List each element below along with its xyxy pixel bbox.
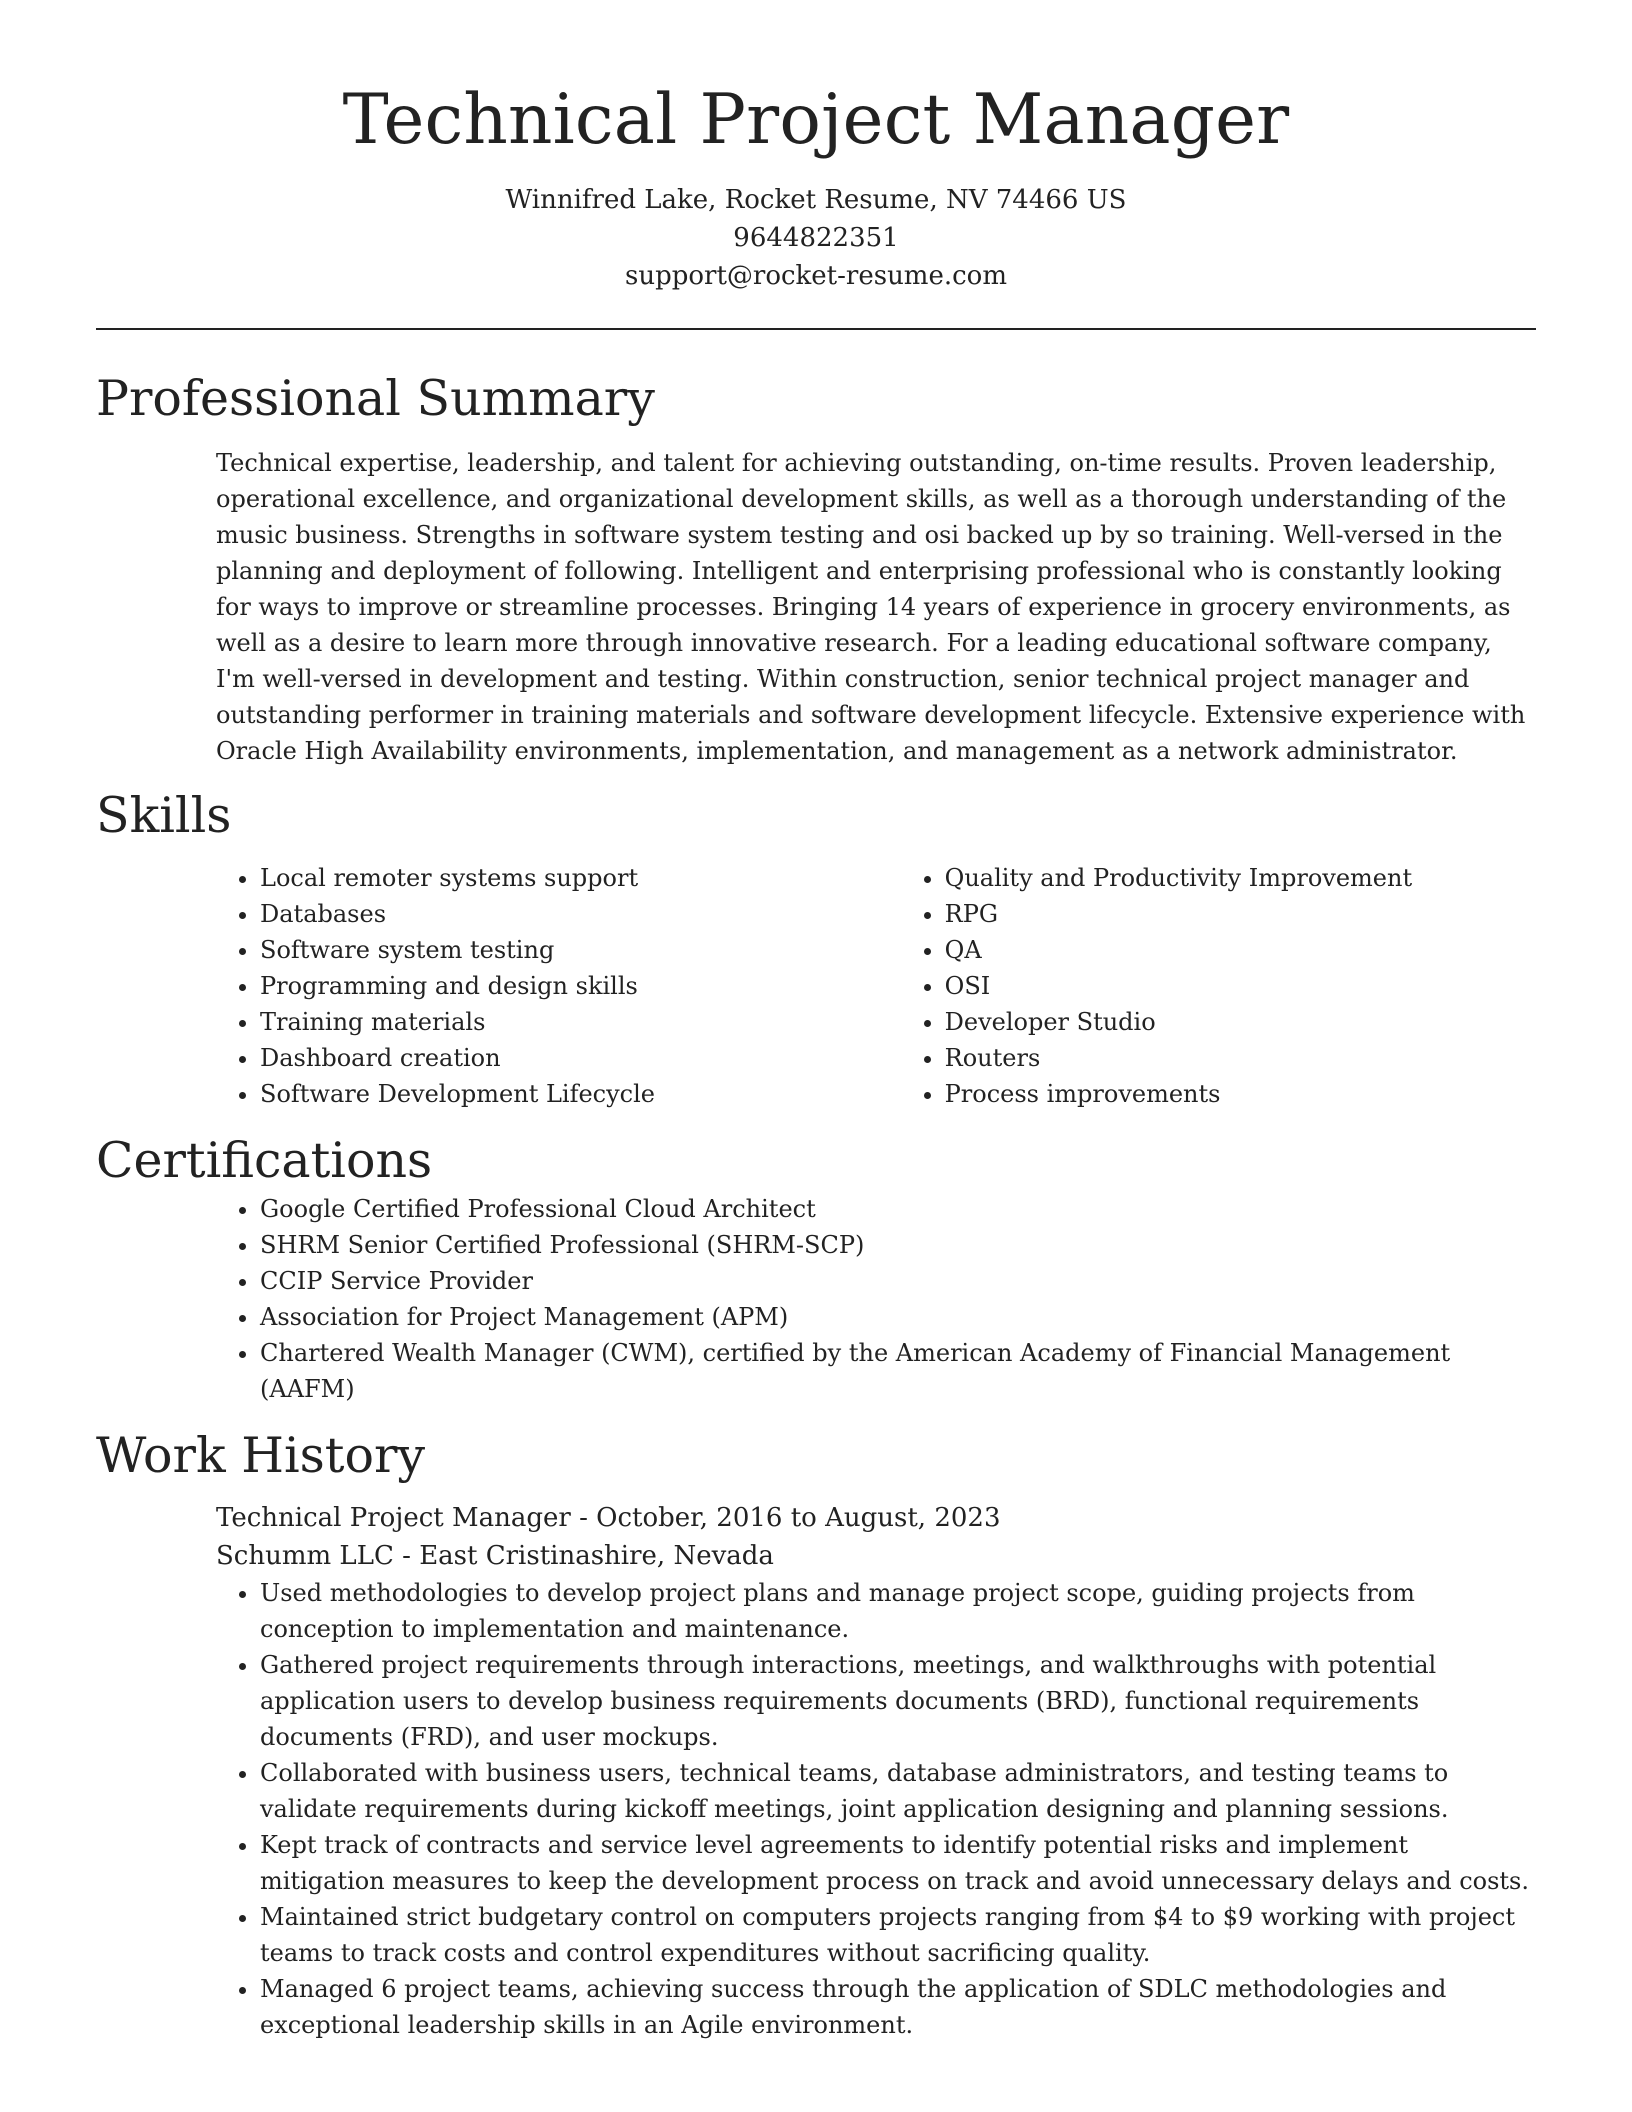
skill-item: • QA [945, 932, 1536, 968]
job-bullet: • Used methodologies to develop project plans and manage project scope, guiding projects from conception to implementation and maintenance. [260, 1575, 1536, 1647]
skill-item: • Software Development Lifecycle [260, 1076, 901, 1112]
work-history-heading: Work History [96, 1426, 426, 1484]
skill-item: • Local remoter systems support [260, 860, 901, 896]
contact-email: support@rocket-resume.com [624, 261, 1007, 292]
certification-item: • Association for Project Management (APM) [260, 1299, 1536, 1335]
skill-item: • OSI [945, 968, 1536, 1004]
job-dates: - October, 2016 to August, 2023 [570, 1503, 1001, 1534]
skills-grid [96, 860, 1536, 1112]
job-bullet: • Kept track of contracts and service level agreements to identify potential risks and implement mitigation measures to keep the development process on track and avoid unnecessary delays and costs. [260, 1827, 1536, 1899]
header-divider [96, 328, 1536, 330]
job-bullet: • Gathered project requirements through interactions, meetings, and walkthroughs with potential application users to develop business requirements documents (BRD), functional requirements documents (FRD), and user mockups. [260, 1647, 1536, 1755]
skill-item: • Dashboard creation [260, 1040, 901, 1076]
contact-phone: 9644822351 [733, 223, 899, 254]
skill-item: • Quality and Productivity Improvement [945, 860, 1536, 896]
skill-item: • RPG [945, 896, 1536, 932]
skill-item: • Routers [945, 1040, 1536, 1076]
certifications-list [96, 1191, 1536, 1407]
summary-heading: Professional Summary [96, 370, 655, 428]
contact-address: Winnifred Lake, Rocket Resume, NV 74466 US [505, 185, 1127, 216]
certification-item: • CCIP Service Provider [260, 1263, 1536, 1299]
certification-item: • Chartered Wealth Manager (CWM), certified by the American Academy of Financial Management (AAFM) [260, 1335, 1536, 1407]
job-role: Technical Project Manager [216, 1503, 571, 1534]
job-header [96, 1499, 1536, 1575]
certifications-heading: Certifications [96, 1131, 433, 1189]
certification-item: • Google Certified Professional Cloud Architect [260, 1191, 1536, 1227]
skills-heading: Skills [96, 787, 232, 845]
skill-item: • Process improvements [945, 1076, 1536, 1112]
skill-item: • Training materials [260, 1004, 901, 1040]
job-company: Schumm LLC [216, 1541, 394, 1572]
skill-item: • Software system testing [260, 932, 901, 968]
job-bullet: • Maintained strict budgetary control on computers projects ranging from $4 to $9 working with project teams to track costs and control expenditures without sacrificing quality. [260, 1899, 1536, 1971]
job-company-line [216, 1537, 1536, 1575]
job-location: - East Cristinashire, Nevada [393, 1541, 774, 1572]
job-role-line [216, 1499, 1536, 1537]
resume-header [96, 0, 1536, 295]
contact-block [96, 181, 1536, 295]
summary-text: Technical expertise, leadership, and talent for achieving outstanding, on-time results. Proven leadership, operational excellence, and organizational development skills, as well as a thorough understanding of the music business. Strengths in software system testing and osi backed up by so training. Well-versed in the planning and deployment of following. Intelligent and enterprising professional who is constantly looking for ways to improve or streamline processes. Bringing 14 years of experience in grocery environments, as well as a desire to learn more through innovative research. For a leading educational software company, I'm well-versed in development and testing. Within construction, senior technical project manager and outstanding performer in training materials and software development lifecycle. Extensive experience with Oracle High Availability environments, implementation, and management as a network administrator. [216, 449, 1526, 766]
skill-item: • Databases [260, 896, 901, 932]
skills-list-right [901, 860, 1536, 1112]
certification-item: • SHRM Senior Certified Professional (SHRM-SCP) [260, 1227, 1536, 1263]
skills-list-left [96, 860, 901, 1112]
job-bullets [96, 1575, 1536, 2043]
job-bullet: • Collaborated with business users, technical teams, database administrators, and testing teams to validate requirements during kickoff meetings, joint application designing and planning sessions. [260, 1755, 1536, 1827]
skill-item: • Developer Studio [945, 1004, 1536, 1040]
job-bullet: • Managed 6 project teams, achieving success through the application of SDLC methodologies and exceptional leadership skills in an Agile environment. [260, 1971, 1536, 2043]
skill-item: • Programming and design skills [260, 968, 901, 1004]
resume-title: Technical Project Manager [342, 80, 1290, 160]
